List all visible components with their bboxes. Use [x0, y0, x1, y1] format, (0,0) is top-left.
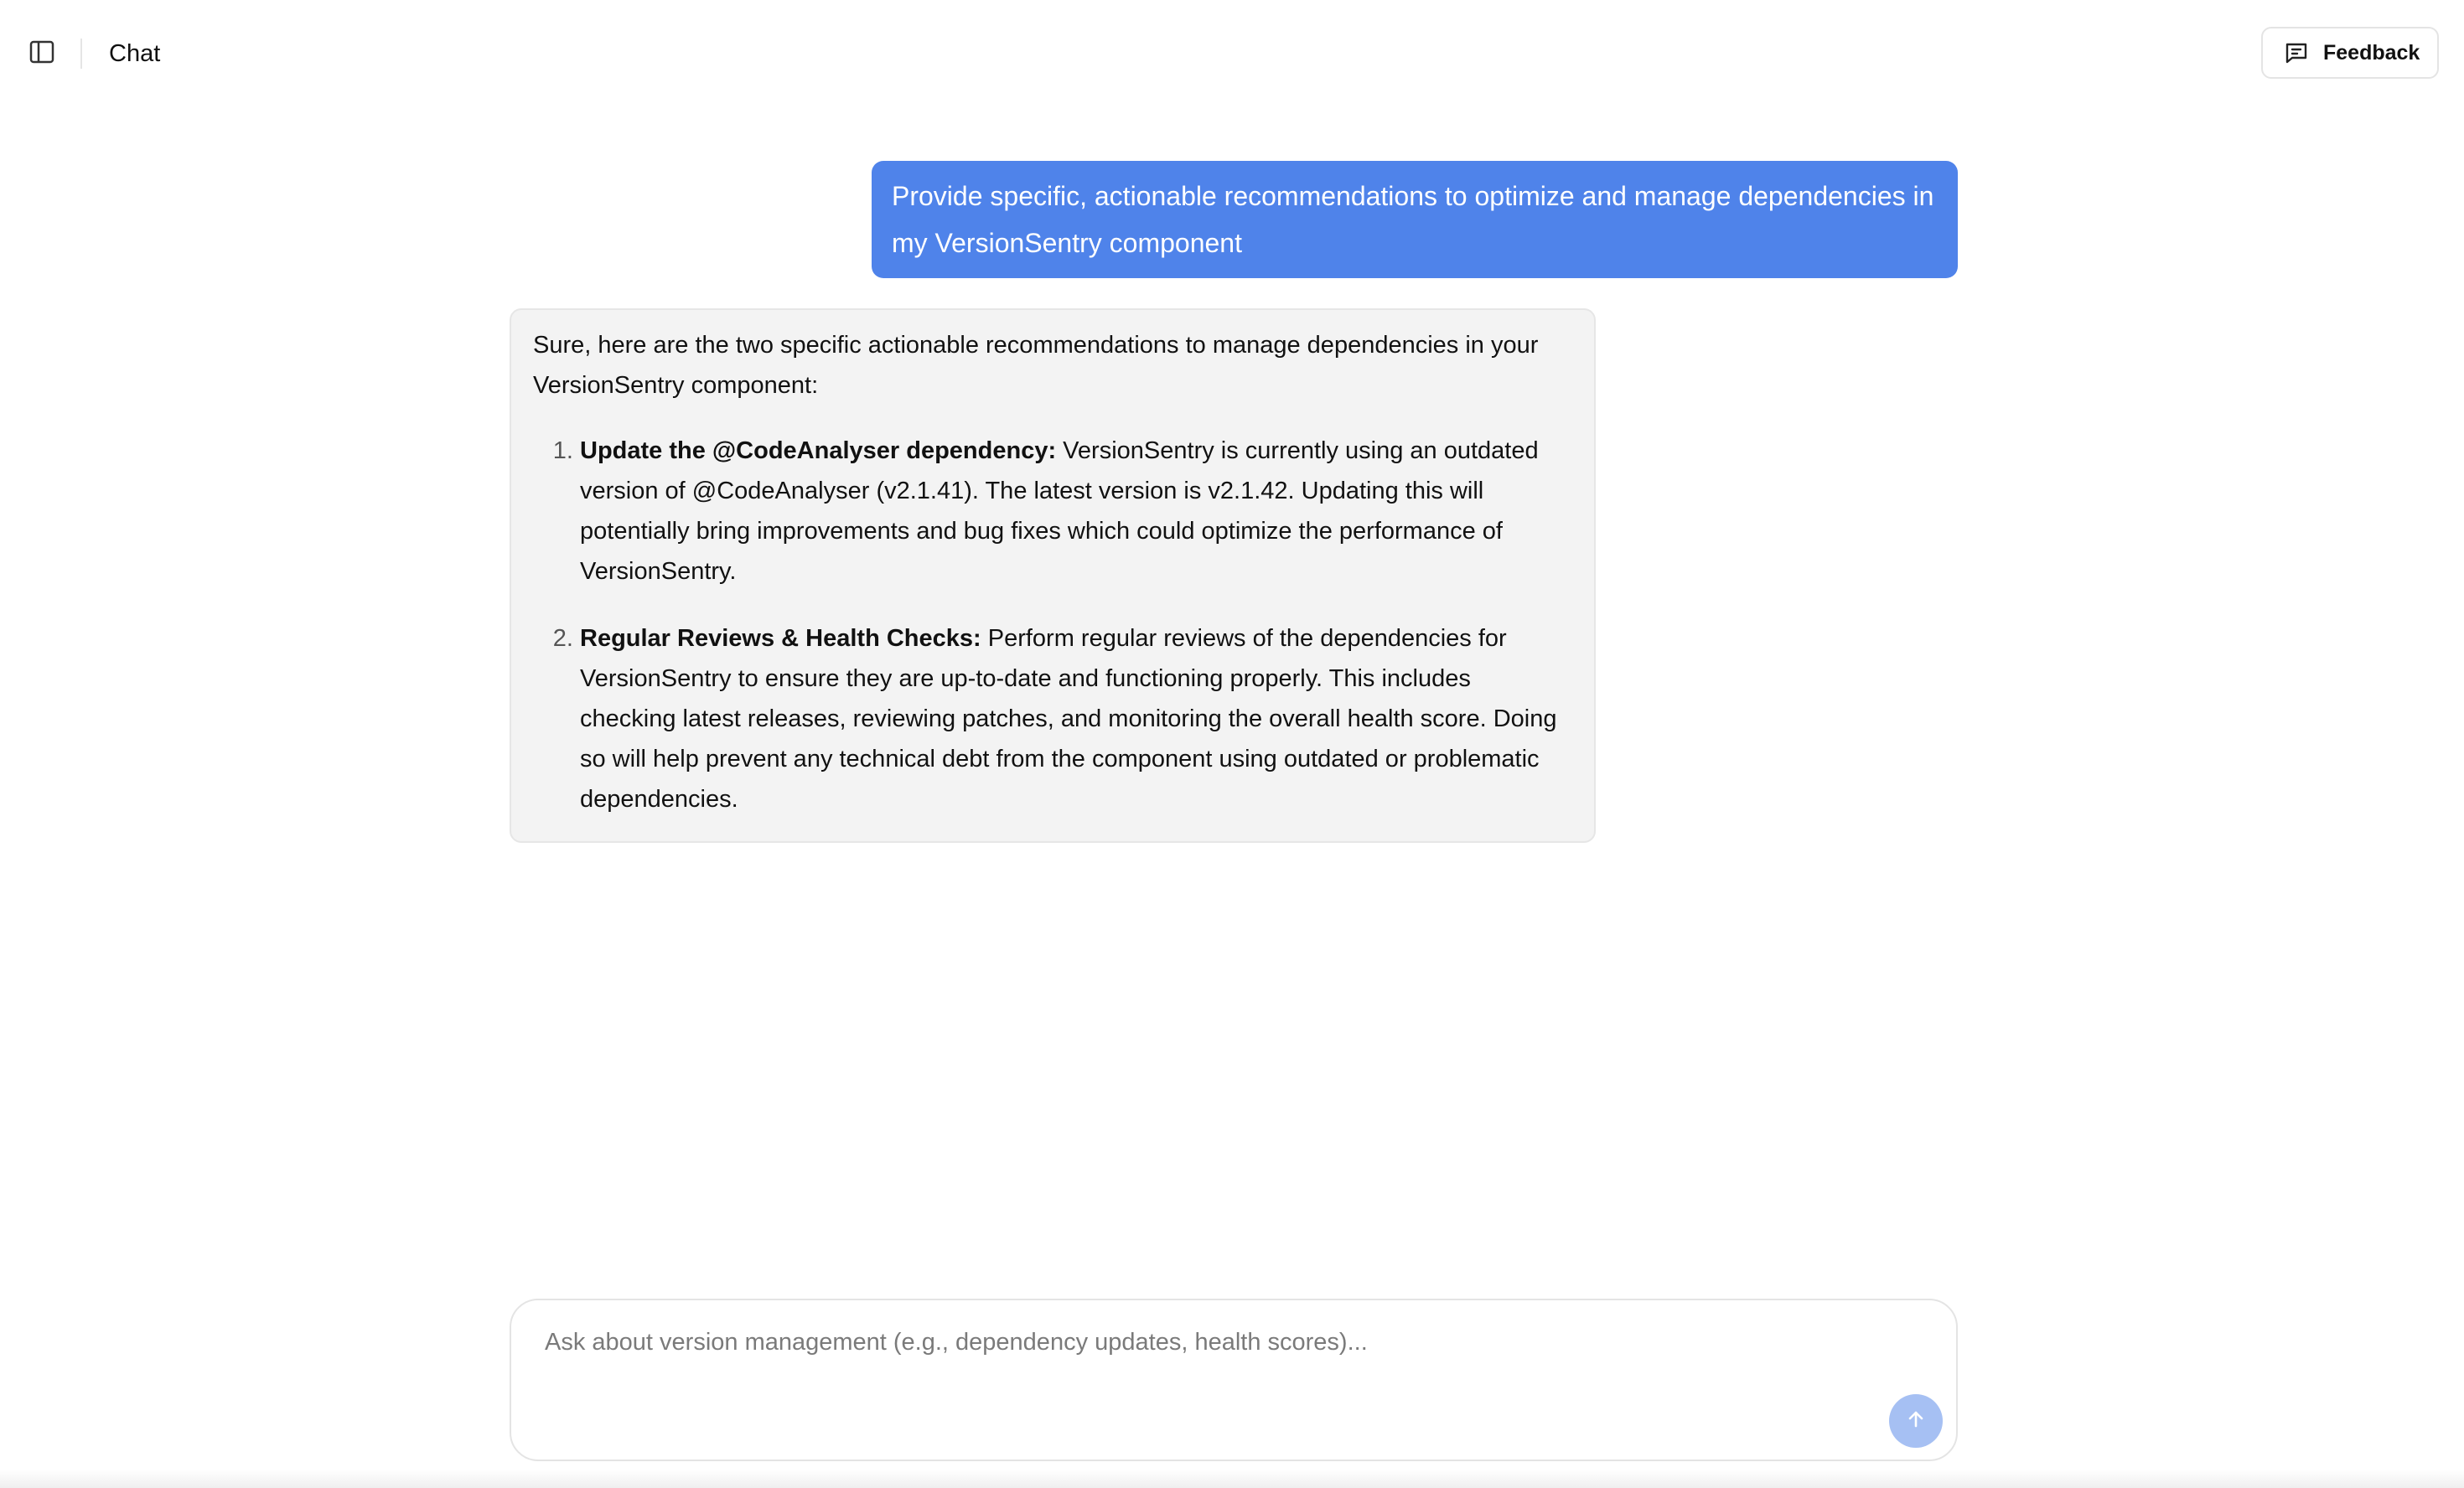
sidebar-panel-icon [28, 39, 55, 70]
page-title: Chat [109, 40, 161, 67]
user-message-text: Provide specific, actionable recommendations to optimize and manage dependencies in my VersionSentry component [892, 181, 1934, 258]
assistant-intro: Sure, here are the two specific actionable recommendations to manage dependencies in your VersionSentry component: [533, 332, 1539, 399]
assistant-message [510, 308, 1596, 843]
list-item-title: Update the @CodeAnalyser dependency: [580, 437, 1057, 464]
arrow-up-icon [1904, 1408, 1928, 1435]
list-item-title: Regular Reviews & Health Checks: [580, 625, 981, 652]
user-message [872, 161, 1958, 278]
header [0, 0, 2464, 107]
message-input[interactable] [545, 1325, 1852, 1376]
bottom-shade [0, 1470, 2464, 1488]
feedback-button[interactable] [2261, 27, 2439, 79]
list-item [580, 618, 1572, 819]
list-item-text: Perform regular reviews of the dependencies for VersionSentry to ensure they are up-to-date and functioning properly. This includes checking latest releases, reviewing patches, and monitoring the overall health score. Doing so will help prevent any technical debt from the component using outdated or problematic dependencies. [580, 625, 1557, 813]
message-composer [510, 1299, 1958, 1461]
list-item-text: VersionSentry is currently using an outdated version of @CodeAnalyser (v2.1.41). The latest version is v2.1.42. Updating this will potentially bring improvements and bug fixes which could optimize the performance of VersionSentry. [580, 437, 1539, 585]
recommendation-list [533, 431, 1572, 819]
list-item [580, 431, 1572, 592]
sidebar-toggle-button[interactable] [25, 37, 59, 70]
send-button[interactable] [1889, 1394, 1943, 1448]
header-divider [80, 39, 82, 69]
message-square-icon [2283, 39, 2310, 66]
feedback-label: Feedback [2323, 40, 2420, 65]
